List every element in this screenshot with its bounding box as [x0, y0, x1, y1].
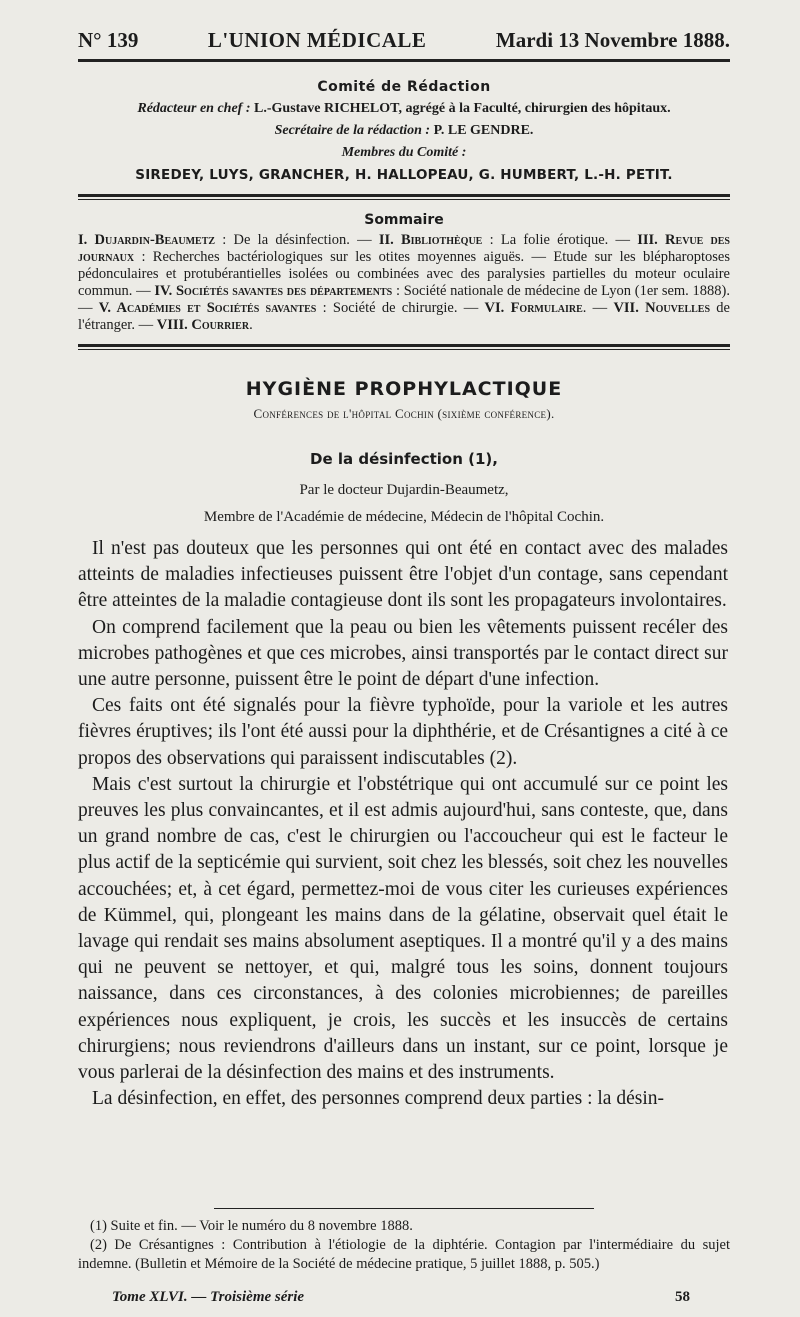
summary-item-text: : De la désinfection. — — [215, 232, 379, 248]
summary-title: Sommaire — [364, 212, 444, 228]
summary-item — [157, 317, 253, 333]
editorial-committee — [78, 76, 730, 186]
issue-number: N° 139 — [78, 28, 139, 52]
summary-item-heading: Sociétés savantes des départements — [175, 283, 393, 299]
summary-item-text: : La folie érotique. — — [482, 232, 638, 248]
summary-item-heading: Formulaire — [510, 300, 583, 316]
summary-item-number: VI. — [484, 300, 511, 316]
editor-name: L.-Gustave RICHELOT, agrégé à la Faculté, chirurgien des hôpitaux. — [254, 101, 671, 116]
summary-item-heading: Dujardin-Beaumetz — [94, 232, 216, 248]
footnote: (2) De Crésantignes : Contribution à l'étiologie de la diphtérie. Contagion par l'intermédiaire du sujet indemne. (Bulletin et Mémoire de la Société de médecine pratique, 5 juillet 1888, p. 505.) — [78, 1237, 730, 1272]
summary-item-text: : Société de chirurgie. — — [316, 300, 485, 316]
issue-date: Mardi 13 Novembre 1888. — [495, 28, 730, 52]
summary-item-text: . — [249, 317, 253, 333]
paragraph: La désinfection, en effet, des personnes comprend deux parties : la désin- — [92, 1088, 664, 1110]
editor-line — [78, 98, 730, 120]
secretary-label: Secrétaire de la rédaction : — [274, 123, 431, 138]
volume-info: Tome XLVI. — Troisième série — [112, 1289, 305, 1305]
summary-item-text: . — — [582, 300, 614, 316]
conference-subtitle: Conférences de l'hôpital Cochin (sixième conférence). — [253, 406, 555, 421]
summary-item-number: I. — [78, 232, 95, 248]
summary-item — [485, 300, 614, 316]
summary-item-heading: Académies et Sociétés savantes — [116, 300, 317, 316]
section-title: HYGIÈNE PROPHYLACTIQUE — [245, 378, 563, 400]
paragraph: Ces faits ont été signalés pour la fièvre typhoïde, pour la variole et les autres fièvres éruptives; ils l'ont été aussi pour la diphthérie, et de Crésantignes a cité à ce propos des observations qui paraissent indiscutables (2). — [78, 695, 728, 769]
committee-title: Comité de Rédaction — [317, 79, 491, 95]
summary-item-text: de l'étranger. — — [78, 300, 730, 333]
paragraph: Il n'est pas douteux que les personnes qui ont été en contact avec des malades atteints de maladies infectieuses puissent être l'objet d'un contage, sans cependant être atteintes de la maladie contagieuse dont ils sont les propagateurs involontaires. — [78, 538, 728, 612]
committee-members: SIREDEY, LUYS, GRANCHER, H. HALLOPEAU, G. HUMBERT, L.-H. PETIT. — [135, 167, 673, 183]
footnote: (1) Suite et fin. — Voir le numéro du 8 novembre 1888. — [90, 1218, 413, 1234]
article-title: De la désinfection (1), — [310, 450, 498, 468]
summary-item-number: III. — [637, 232, 666, 248]
summary-item — [379, 232, 637, 248]
members-label-line — [78, 142, 730, 164]
summary-item-heading: Courrier — [191, 317, 250, 333]
page-header — [78, 28, 730, 53]
summary-rule — [78, 344, 730, 350]
paragraph: On comprend facilement que la peau ou bien les vêtements puissent recéler des microbes pathogènes et que ces microbes, ainsi transportés par le contact direct sur une autre personne, puissent être le point de départ d'une infection. — [78, 616, 728, 691]
footnotes — [78, 1208, 730, 1274]
summary-item-number: VII. — [613, 300, 646, 316]
paragraph: Mais c'est surtout la chirurgie et l'obstétrique qui ont accumulé sur ce point les preuves les plus convaincantes, et il est admis aujourd'hui, sans conteste, que, dans un grand nombre de cas, c'est le chirurgien ou l'accoucheur qui est le facteur le plus actif de la septicémie qui survient, soit chez les blessés, soit chez les nouvelles accouchées; et, à cet égard, permettez-moi de vous citer les curieuses expériences de Kümmel, qui, plongeant les mains dans de la gélatine, observait quel était le lavage qui rendait ses mains absolument aseptiques. Il a montré qu'il y a des mains qui ne peuvent se nettoyer, et qui, malgré tous les soins, donnent toujours naissance, dans ces circonstances, à des colonies microbiennes; de pareilles expériences nous expliquent, je crois, les succès et les insuccès de certains chirurgiens; nous reviendrons d'ailleurs dans un instant, sur ce point, lorsque je vous parlerai de la désinfection des mains et des instruments. — [78, 773, 728, 1084]
summary-item — [99, 300, 485, 316]
summary-item-text: : Société nationale de médecine de Lyon (1er sem. 1888). — — [78, 283, 730, 316]
summary-item-heading: Nouvelles — [645, 300, 711, 316]
author-affiliation: Membre de l'Académie de médecine, Médecin de l'hôpital Cochin. — [203, 509, 605, 525]
article-body — [78, 536, 728, 1112]
page-footer — [112, 1289, 690, 1306]
editor-label: Rédacteur en chef : — [137, 101, 251, 116]
summary-item-number: II. — [378, 232, 401, 248]
summary-item-heading: Bibliothèque — [400, 232, 483, 248]
summary-item-number: VIII. — [156, 317, 192, 333]
committee-rule — [78, 194, 730, 200]
summary-item-heading: Revue des journaux — [78, 232, 730, 265]
summary-contents — [78, 232, 730, 334]
summary-item — [78, 232, 379, 248]
header-rule — [78, 59, 730, 62]
article-author: Par le docteur Dujardin-Beaumetz, — [299, 482, 509, 498]
summary-item-number: V. — [98, 300, 117, 316]
journal-title: L'UNION MÉDICALE — [207, 28, 427, 52]
page-number: 58 — [675, 1289, 690, 1305]
summary-item-text: : Recherches bactériologiques sur les otites moyennes aiguës. — Etude sur les blépharoptoses pédonculaires et protubérantielles isolées ou combinées avec des paralysies partielles du moteur oculaire commun. — — [78, 249, 730, 299]
summary-item-number: IV. — [154, 283, 176, 299]
footnote-rule — [214, 1208, 594, 1209]
secretary-line — [78, 120, 730, 142]
members-label: Membres du Comité : — [341, 145, 467, 160]
secretary-name: P. LE GENDRE. — [433, 123, 534, 138]
